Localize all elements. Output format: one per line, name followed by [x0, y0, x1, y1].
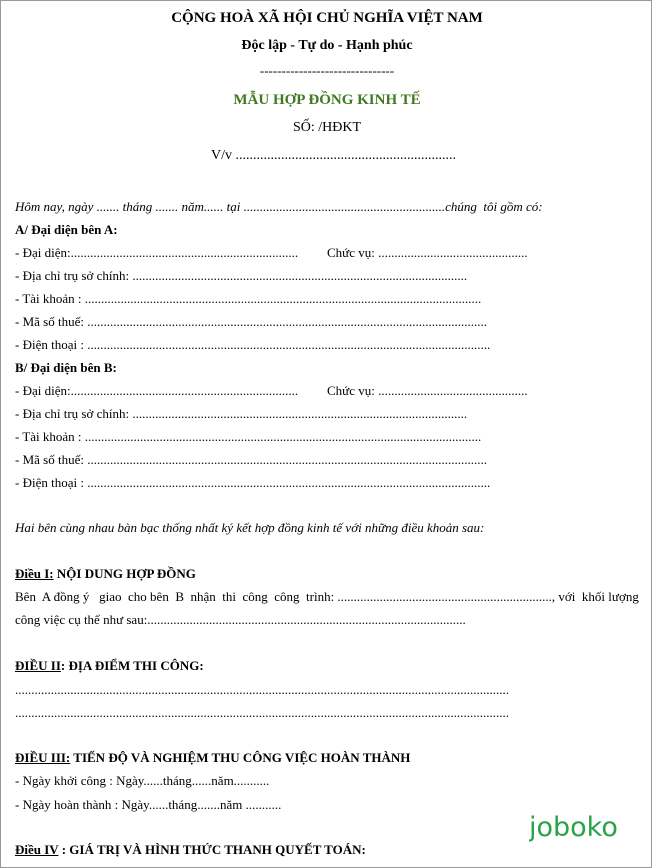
party-a-heading: A/ Đại diện bên A:	[15, 222, 118, 237]
article-2-title: : ĐỊA ĐIỂM THI CÔNG:	[60, 658, 204, 673]
contract-title: MẪU HỢP ĐỒNG KINH TẾ	[233, 92, 421, 108]
article-1-title: NỘI DUNG HỢP ĐỒNG	[53, 566, 196, 581]
party-a-address: - Địa chỉ trụ sở chính: .......................................................................................................	[15, 268, 468, 283]
party-b-account: - Tài khoản : ..........................................................................................................................	[15, 429, 482, 444]
party-b-representative: - Đại diện:......................................................................	[15, 383, 299, 398]
contract-number: SỐ: /HĐKT	[292, 120, 362, 135]
intro-line: Hôm nay, ngày ....... tháng ....... năm...... tại ..............................................................chúng tôi gồm có:	[15, 199, 543, 214]
article-2-line-1: ........................................................................................................................................................	[15, 682, 509, 697]
party-b-position: Chức vụ: ..............................................	[327, 383, 528, 398]
joboko-logo	[529, 807, 633, 847]
national-motto: Độc lập - Tự do - Hạnh phúc	[241, 38, 413, 53]
article-3-title: TIẾN ĐỘ VÀ NGHIỆM THU CÔNG VIỆC HOÀN THÀNH	[70, 750, 411, 765]
article-4-heading	[15, 842, 366, 858]
article-1-body-line-1: Bên A đồng ý giao cho bên B nhận thi công công trình: .................................................................., với khối lượng	[15, 589, 639, 604]
article-2-heading	[15, 658, 204, 674]
article-4-title: : GIÁ TRỊ VÀ HÌNH THỨC THANH QUYẾT TOÁN:	[58, 842, 366, 857]
party-a-phone: - Điện thoại : ............................................................................................................................	[15, 337, 491, 352]
party-b-heading: B/ Đại diện bên B:	[15, 360, 117, 375]
heading-divider: -------------------------------	[259, 63, 395, 78]
joboko-logo-text: joboko	[529, 812, 618, 843]
party-b-phone: - Điện thoại : ............................................................................................................................	[15, 475, 491, 490]
party-a-account: - Tài khoản : ..........................................................................................................................	[15, 291, 482, 306]
article-2-line-2: ........................................................................................................................................................	[15, 705, 509, 720]
party-a-position: Chức vụ: ..............................................	[327, 245, 528, 260]
article-3-heading	[15, 750, 410, 766]
article-2-label: ĐIỀU II	[15, 658, 61, 673]
article-1-heading	[15, 566, 196, 582]
party-b-tax-code: - Mã số thuế: ...........................................................................................................................	[15, 452, 487, 467]
article-3-finish-date: - Ngày hoàn thành : Ngày......tháng.......năm ...........	[15, 797, 282, 812]
national-heading: CỘNG HOÀ XÃ HỘI CHỦ NGHĨA VIỆT NAM	[171, 10, 483, 26]
article-1-body-line-2: công việc cụ thể như sau:..................................................................................................	[15, 612, 466, 627]
article-1-label: Điều I:	[15, 566, 54, 581]
party-b-address: - Địa chỉ trụ sở chính: .......................................................................................................	[15, 406, 468, 421]
agreement-line: Hai bên cùng nhau bàn bạc thống nhất ký kết hợp đồng kinh tế với những điều khoản sau:	[15, 520, 485, 535]
article-4-label: Điều IV	[15, 842, 59, 857]
party-a-representative: - Đại diện:......................................................................	[15, 245, 299, 260]
article-3-label: ĐIỀU III:	[15, 750, 71, 765]
contract-subject: V/v ...............................................................	[211, 148, 456, 163]
party-a-tax-code: - Mã số thuế: ...........................................................................................................................	[15, 314, 487, 329]
article-3-start-date: - Ngày khởi công : Ngày......tháng......năm...........	[15, 773, 270, 788]
